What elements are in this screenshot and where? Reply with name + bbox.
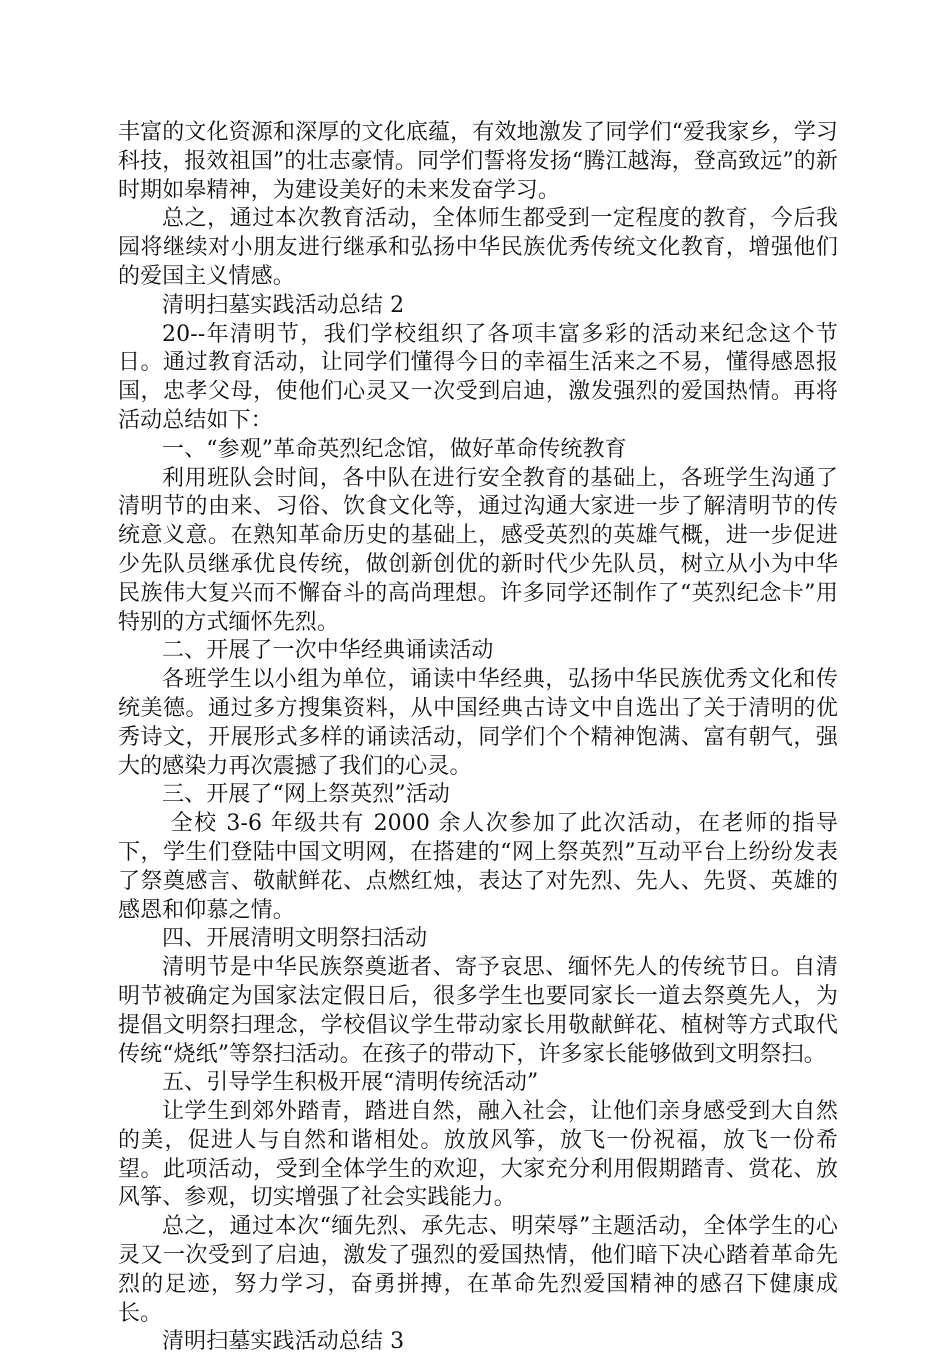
subheading-four: 四、开展清明文明祭扫活动 xyxy=(162,926,428,952)
subheading-three: 三、开展了“网上祭英烈”活动 xyxy=(162,782,450,808)
paragraph-three: 全校 3-6 年级共有 2000 余人次参加了此次活动，在老师的指导下，学生们登陆中国文明网，在搭建的“网上祭英烈”互动平台上纷纷发表了祭奠感言、敬献鲜花、点燃红烛，表达了对先烈、先人、先贤、英雄的感恩和仰慕之情。 xyxy=(118,811,839,923)
paragraph-five: 让学生到郊外踏青，踏进自然，融入社会，让他们亲身感受到大自然的美，促进人与自然和谐相处。放放风筝，放飞一份祝福，放飞一份希望。此项活动，受到全体学生的欢迎，大家充分利用假期踏青、赏花、放风筝、参观，切实增强了社会实践能力。 xyxy=(118,1099,838,1211)
document-page xyxy=(118,119,838,1357)
paragraph-two: 各班学生以小组为单位，诵读中华经典，弘扬中华民族优秀文化和传统美德。通过多方搜集资料，从中国经典古诗文中自选出了关于清明的优秀诗文，开展形式多样的诵读活动，同学们个个精神饱满、富有朝气，强大的感染力再次震撼了我们的心灵。 xyxy=(118,667,838,779)
subheading-five: 五、引导学生积极开展“清明传统活动” xyxy=(162,1070,539,1096)
subheading-one: 一、“参观”革命英烈纪念馆，做好革命传统教育 xyxy=(162,436,627,462)
section-title-3: 清明扫墓实践活动总结 3 xyxy=(162,1329,405,1355)
section-title-2: 清明扫墓实践活动总结 2 xyxy=(162,292,405,318)
paragraph-intro-2: 20--年清明节，我们学校组织了各项丰富多彩的活动来纪念这个节日。通过教育活动，让同学们懂得今日的幸福生活来之不易，懂得感恩报国，忠孝父母，使他们心灵又一次受到启迪，激发强烈的爱国热情。再将活动总结如下： xyxy=(118,321,838,433)
paragraph-continuation: 丰富的文化资源和深厚的文化底蕴，有效地激发了同学们“爱我家乡，学习科技，报效祖国”的壮志豪情。同学们誓将发扬“腾江越海，登高致远”的新时期如皋精神，为建设美好的未来发奋学习。 xyxy=(118,120,838,203)
paragraph-one: 利用班队会时间，各中队在进行安全教育的基础上，各班学生沟通了清明节的由来、习俗、饮食文化等，通过沟通大家进一步了解清明节的传统意义意。在熟知革命历史的基础上，感受英烈的英雄气概，进一步促进少先队员继承优良传统，做创新创优的新时代少先队员，树立从小为中华民族伟大复兴而不懈奋斗的高尚理想。许多同学还制作了“英烈纪念卡”用特别的方式缅怀先烈。 xyxy=(118,465,838,635)
paragraph-summary-1: 总之，通过本次教育活动，全体师生都受到一定程度的教育，今后我园将继续对小朋友进行继承和弘扬中华民族优秀传统文化教育，增强他们的爱国主义情感。 xyxy=(118,206,838,289)
paragraph-summary-2: 总之，通过本次“缅先烈、承先志、明荣辱”主题活动，全体学生的心灵又一次受到了启迪，激发了强烈的爱国热情，他们暗下决心踏着革命先烈的足迹，努力学习，奋勇拼搏，在革命先烈爱国精神的感召下健康成长。 xyxy=(118,1214,838,1326)
paragraph-four: 清明节是中华民族祭奠逝者、寄予哀思、缅怀先人的传统节日。自清明节被确定为国家法定假日后，很多学生也要同家长一道去祭奠先人，为提倡文明祭扫理念，学校倡议学生带动家长用敬献鲜花、植树等方式取代传统“烧纸”等祭扫活动。在孩子的带动下，许多家长能够做到文明祭扫。 xyxy=(118,955,838,1067)
subheading-two: 二、开展了一次中华经典诵读活动 xyxy=(162,638,494,664)
